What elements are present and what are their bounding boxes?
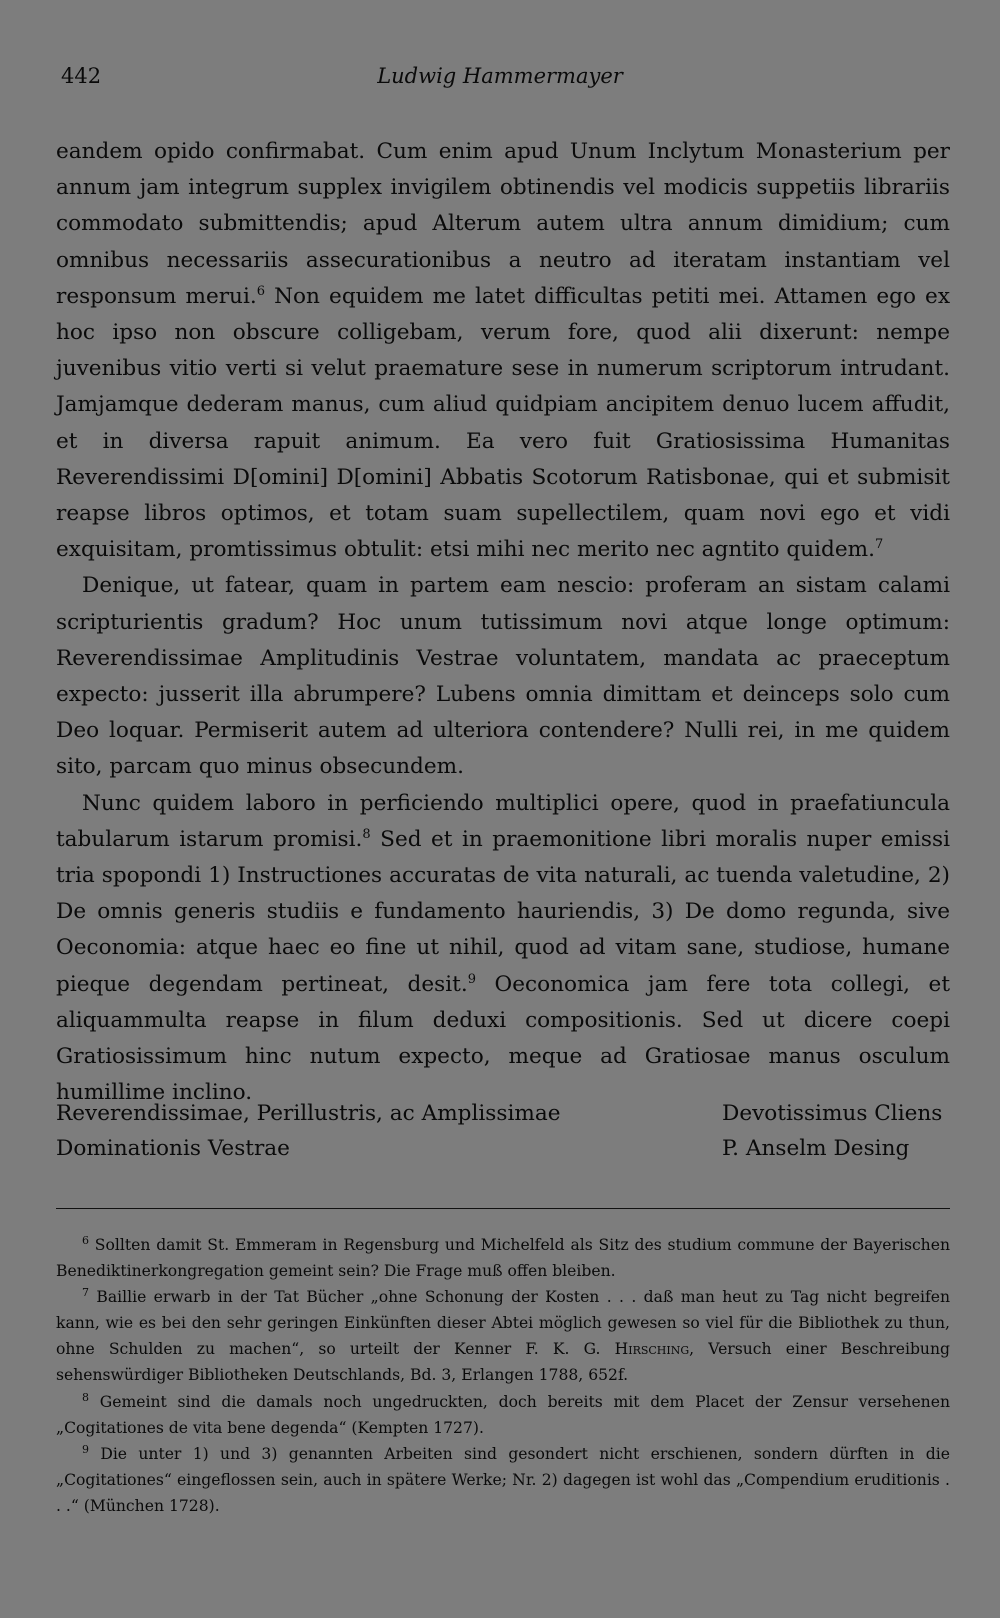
paragraph	[56, 134, 950, 568]
text-run: Non equidem me latet difficultas petiti mei. Attamen ego ex hoc ipso non obscure colligebam, verum fore, quod alii dixerunt: nempe juvenibus vitio verti si velut praemature sese in numerum scriptorum intrudant. Jamjamque dederam manus, cum aliud quidpiam ancipitem denuo lucem affudit, et in diversa rapuit animum. Ea vero fuit Gratiosissima Humanitas Reverendissimi D[omini] D[omini] Abbatis Scotorum Ratisbonae, qui et submisit reapse libros optimos, et totam suam supellectilem, quam novi ego et vidi exquisitam, promtissimus obtulit: etsi mihi nec merito nec agntito quidem.	[56, 283, 951, 563]
text-run: Oeconomica jam fere tota collegi, et aliquammulta reapse in filum deduxi compositionis. Sed ut dicere coepi Gratiosissimum hinc nutum expecto, meque ad Gratiosae manus osculum humillime inclino.	[56, 971, 951, 1106]
footnote-marker: 8	[82, 1390, 89, 1404]
page-header	[61, 64, 939, 94]
closing-right-line: Devotissimus Cliens	[722, 1101, 943, 1126]
footnote-marker: 9	[467, 971, 476, 987]
closing-right	[722, 1096, 942, 1166]
footnote-marker: 6	[82, 1233, 89, 1247]
footnote-marker: 9	[82, 1442, 89, 1456]
paragraph	[56, 568, 950, 785]
running-title: Ludwig Hammermayer	[377, 64, 623, 88]
text-run: , Versuch einer Beschreibung sehenswürdiger Bibliotheken Deutschlands, Bd. 3, Erlangen 1788, 652f.	[56, 1340, 950, 1385]
page-number: 442	[61, 64, 102, 88]
text-run: eandem opido confirmabat. Cum enim apud Unum Inclytum Monasterium per annum jam integrum supplex invigilem obtinendis vel modicis suppetiis librariis commodato submittendis; apud Alterum autem ultra annum dimidium; cum omnibus necessariis assecurationibus a neutro ad iteratam instantiam vel responsum merui.	[56, 139, 950, 309]
text-run: Gemeint sind die damals noch ungedruckten, doch bereits mit dem Placet der Zensur versehenen „Cogitationes de vita bene degenda“ (Kempten 1727).	[56, 1392, 950, 1437]
footnote-marker: 6	[256, 283, 266, 299]
footnote	[56, 1284, 950, 1388]
text-run: Die unter 1) und 3) genannten Arbeiten sind gesondert nicht erschienen, sondern dürften in die „Cogitationes“ eingeflossen sein, auch in spätere Werke; Nr. 2) dagegen ist wohl das „Compendium eruditionis . . .“ (München 1728).	[56, 1444, 950, 1515]
text-run: Sollten damit St. Emmeram in Regensburg und Michelfeld als Sitz des studium commune der Bayerischen Benediktinerkongregation gemeint sein? Die Frage muß offen bleiben.	[56, 1236, 950, 1281]
closing-left	[56, 1096, 561, 1166]
text-run: Baillie erwarb in der Tat Bücher „ohne Schonung der Kosten . . . daß man heut zu Tag nicht begreifen kann, wie es bei den sehr geringen Einkünften dieser Abtei möglich gewesen so viel für die Bibliothek zu thun, ohne Schulden zu machen“, so urteilt der Kenner F. K. G.	[56, 1288, 950, 1359]
text-run: Nunc quidem laboro in perficiendo multiplici opere, quod in praefatiuncula tabularum istarum promisi.	[56, 790, 950, 852]
footnote-marker: 7	[82, 1286, 89, 1299]
closing-left-line: Dominationis Vestrae	[56, 1136, 290, 1161]
paragraph	[56, 786, 950, 1112]
main-text	[56, 134, 950, 1111]
closing-left-line: Reverendissimae, Perillustris, ac Amplissimae	[56, 1101, 561, 1126]
footnote	[56, 1389, 950, 1441]
text-run: Sed et in praemonitione libri moralis nuper emissi tria spopondi 1) Instructiones accuratas de vita naturali, ac tuenda valetudine, 2) De omnis generis studiis e fundamento hauriendis, 3) De domo regunda, sive Oeconomia: atque haec eo fine ut nihil, quod ad vitam sane, studiose, humane pieque degendam pertineat, desit.	[56, 826, 950, 997]
footnotes	[56, 1232, 950, 1519]
signature-name: P. Anselm Desing	[722, 1136, 910, 1161]
text-run: Denique, ut fatear, quam in partem eam nescio: proferam an sistam calami scripturientis gradum? Hoc unum tutissimum novi atque longe optimum: Reverendissimae Amplitudinis Vestrae voluntatem, mandata ac praeceptum expecto: jusserit illa abrumpere? Lubens omnia dimittam et deinceps solo cum Deo loquar. Permiserit autem ad ulteriora contendere? Nulli rei, in me quidem sito, parcam quo minus obsecundem.	[56, 573, 950, 780]
footnote-marker: 8	[362, 826, 371, 842]
author-name: Hirsching	[614, 1340, 690, 1359]
footnote-rule	[56, 1208, 950, 1209]
footnote	[56, 1441, 950, 1519]
footnote	[56, 1232, 950, 1284]
footnote-marker: 7	[874, 537, 884, 553]
